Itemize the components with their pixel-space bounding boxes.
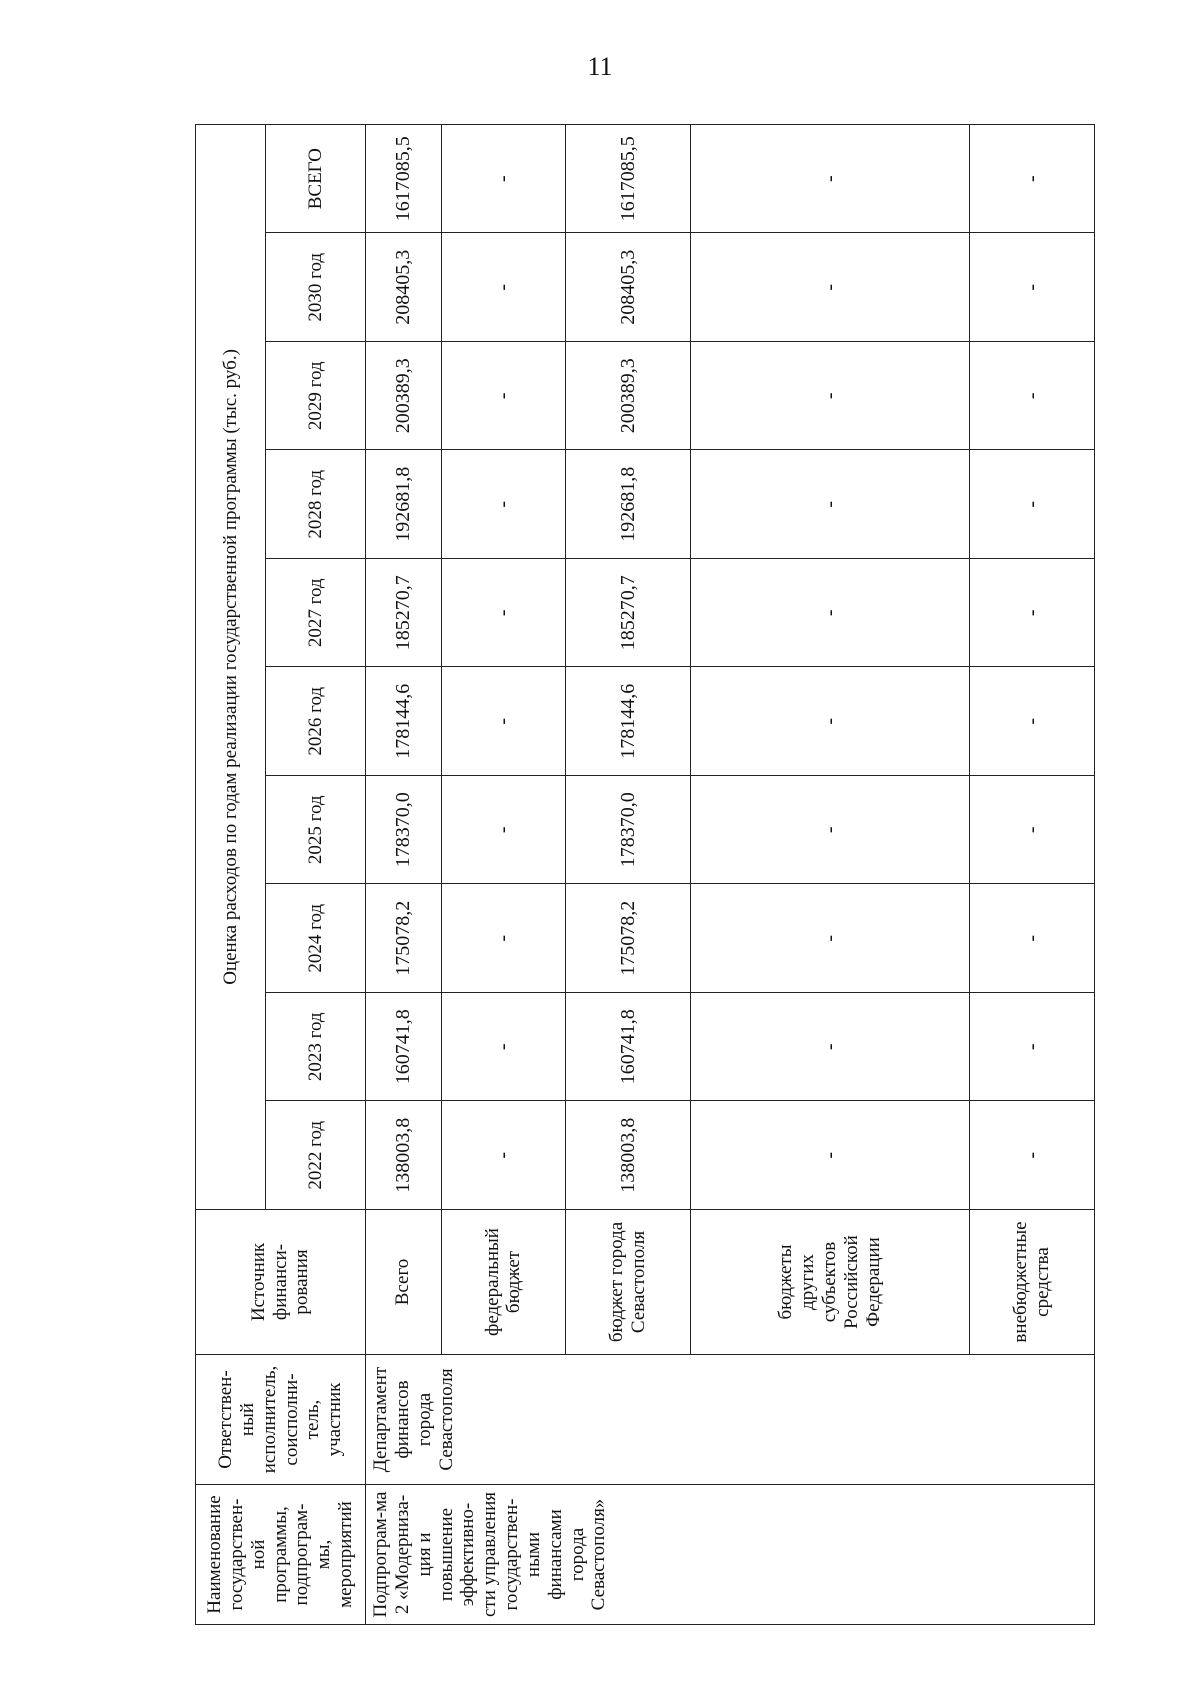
value-cell: - xyxy=(441,450,566,559)
total-cell: 1617085,5 xyxy=(566,124,691,233)
value-cell: - xyxy=(441,1101,566,1210)
value-cell: 208405,3 xyxy=(366,233,442,342)
value-cell: - xyxy=(970,884,1095,993)
value-cell: 185270,7 xyxy=(366,559,442,668)
value-cell: 200389,3 xyxy=(366,342,442,451)
source-cell: Всего xyxy=(366,1210,442,1355)
total-cell: - xyxy=(441,124,566,233)
header-year: 2024 год xyxy=(266,884,366,993)
header-year: 2030 год xyxy=(266,233,366,342)
value-cell: 175078,2 xyxy=(366,884,442,993)
value-cell: - xyxy=(970,667,1095,776)
value-cell: - xyxy=(441,233,566,342)
header-year: 2029 год xyxy=(266,342,366,451)
header-source: Источник финанси-рования xyxy=(196,1210,366,1355)
value-cell: - xyxy=(970,1101,1095,1210)
value-cell: 192681,8 xyxy=(366,450,442,559)
header-year: 2026 год xyxy=(266,667,366,776)
header-year: 2027 год xyxy=(266,559,366,668)
header-estimate: Оценка расходов по годам реализации государственной программы (тыс. руб.) xyxy=(196,124,266,1209)
header-executor: Ответствен-ный исполнитель, соисполни-тель, участник xyxy=(196,1355,366,1485)
value-cell: - xyxy=(690,233,970,342)
source-cell: федеральный бюджет xyxy=(441,1210,566,1355)
value-cell: 192681,8 xyxy=(566,450,691,559)
value-cell: 138003,8 xyxy=(366,1101,442,1210)
value-cell: - xyxy=(690,1101,970,1210)
source-cell: бюджеты других субъектов Российской Федерации xyxy=(690,1210,970,1355)
value-cell: 200389,3 xyxy=(566,342,691,451)
value-cell: - xyxy=(690,884,970,993)
value-cell: - xyxy=(970,559,1095,668)
header-total: ВСЕГО xyxy=(266,124,366,233)
header-name: Наименование государствен-ной программы, подпрограм-мы, мероприятий xyxy=(196,1485,366,1625)
value-cell: 160741,8 xyxy=(566,993,691,1102)
value-cell: - xyxy=(970,776,1095,885)
value-cell: - xyxy=(441,884,566,993)
total-cell: - xyxy=(690,124,970,233)
value-cell: - xyxy=(441,342,566,451)
program-name: Подпрограм-ма 2 «Модерниза-ция и повышение эффективно-сти управления государствен-ными финансами города Севастополя» xyxy=(366,1485,1095,1625)
table-row xyxy=(366,124,442,1624)
header-year: 2023 год xyxy=(266,993,366,1102)
header-year: 2028 год xyxy=(266,450,366,559)
budget-table xyxy=(195,124,1095,1625)
value-cell: - xyxy=(441,776,566,885)
value-cell: 178144,6 xyxy=(366,667,442,776)
header-year: 2022 год xyxy=(266,1101,366,1210)
value-cell: - xyxy=(970,993,1095,1102)
value-cell: - xyxy=(690,776,970,885)
value-cell: - xyxy=(690,342,970,451)
rotated-table-wrapper xyxy=(195,125,1095,1625)
total-cell: 1617085,5 xyxy=(366,124,442,233)
value-cell: 178370,0 xyxy=(366,776,442,885)
header-year: 2025 год xyxy=(266,776,366,885)
value-cell: 178370,0 xyxy=(566,776,691,885)
source-cell: внебюджетные средства xyxy=(970,1210,1095,1355)
value-cell: 160741,8 xyxy=(366,993,442,1102)
value-cell: - xyxy=(690,450,970,559)
value-cell: - xyxy=(970,233,1095,342)
total-cell: - xyxy=(970,124,1095,233)
value-cell: - xyxy=(441,559,566,668)
page-number: 11 xyxy=(587,52,613,81)
value-cell: - xyxy=(970,342,1095,451)
value-cell: - xyxy=(970,450,1095,559)
executor-name: Департамент финансов города Севастополя xyxy=(366,1355,1095,1485)
value-cell: - xyxy=(690,993,970,1102)
value-cell: 175078,2 xyxy=(566,884,691,993)
value-cell: 138003,8 xyxy=(566,1101,691,1210)
value-cell: 178144,6 xyxy=(566,667,691,776)
value-cell: - xyxy=(690,559,970,668)
value-cell: 208405,3 xyxy=(566,233,691,342)
value-cell: 185270,7 xyxy=(566,559,691,668)
value-cell: - xyxy=(441,993,566,1102)
source-cell: бюджет города Севастополя xyxy=(566,1210,691,1355)
value-cell: - xyxy=(441,667,566,776)
value-cell: - xyxy=(690,667,970,776)
